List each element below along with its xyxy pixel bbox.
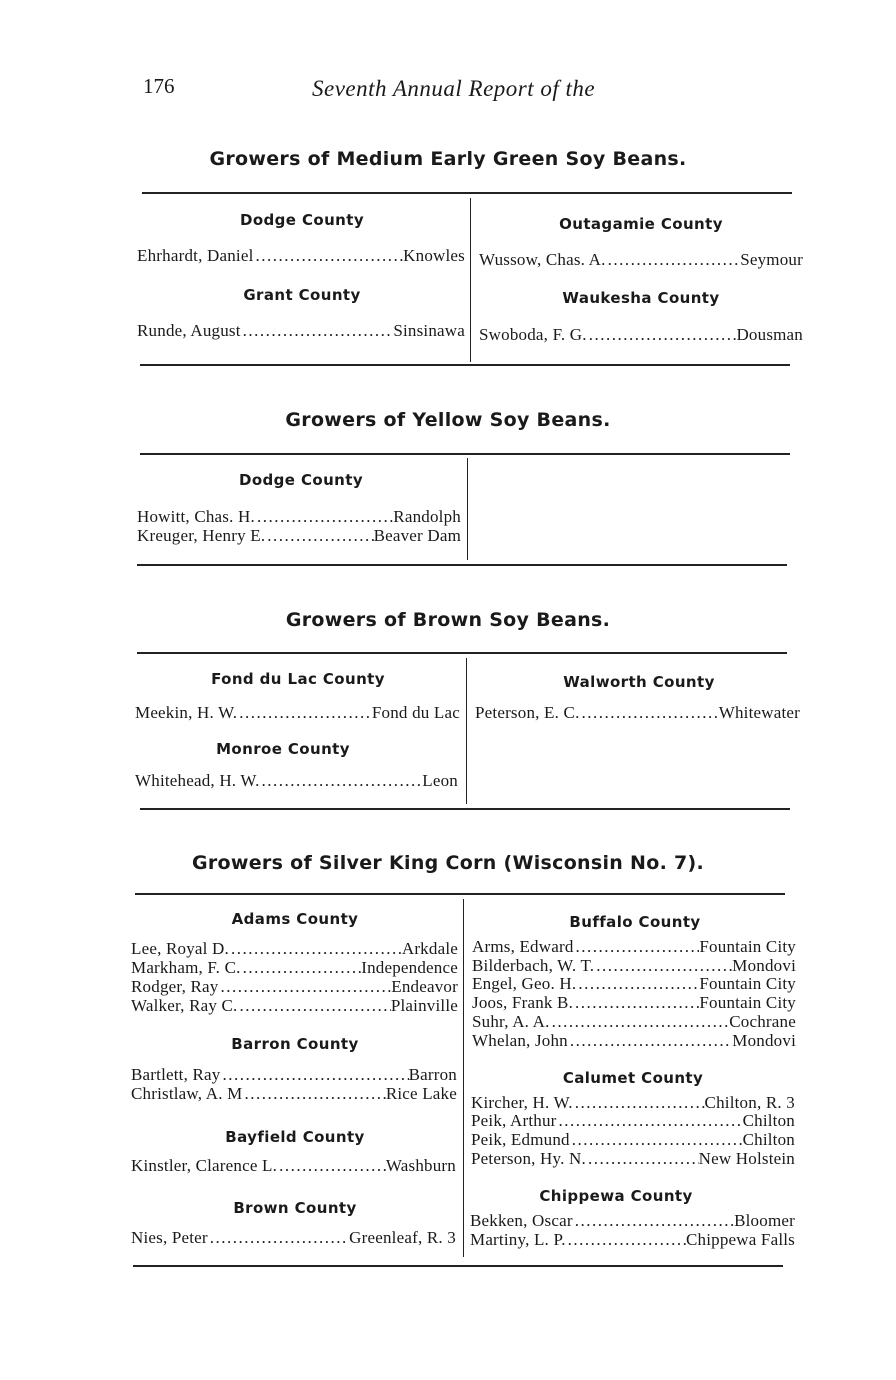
- grower-place: Whitewater: [718, 703, 800, 722]
- top-rule: [140, 453, 790, 455]
- grower-entry: [472, 1012, 796, 1032]
- grower-entry: [131, 996, 458, 1016]
- county-heading: Barron County: [231, 1035, 359, 1053]
- county-heading: Walworth County: [563, 673, 715, 691]
- page-number: 176: [143, 74, 175, 98]
- column-divider: [467, 458, 468, 560]
- grower-name: Bartlett, Ray: [131, 1065, 221, 1084]
- grower-place: Chilton: [742, 1130, 795, 1149]
- running-title: Seventh Annual Report of the: [312, 76, 596, 101]
- grower-entry: [472, 937, 796, 957]
- grower-place: Endeavor: [391, 977, 458, 996]
- grower-name: Runde, August: [137, 321, 241, 340]
- grower-entry: [475, 703, 800, 723]
- grower-place: Fountain City: [699, 993, 796, 1012]
- grower-entry: [471, 1111, 795, 1131]
- grower-entry: [471, 1093, 795, 1113]
- grower-name: Kircher, H. W.: [471, 1093, 573, 1112]
- grower-name: Rodger, Ray: [131, 977, 219, 996]
- grower-place: Chilton: [742, 1111, 795, 1130]
- county-heading: Bayfield County: [225, 1128, 365, 1146]
- grower-name: Peterson, Hy. N.: [471, 1149, 586, 1168]
- grower-name: Wussow, Chas. A.: [479, 250, 606, 269]
- grower-name: Martiny, L. P.: [470, 1230, 566, 1249]
- grower-place: Dousman: [736, 325, 803, 344]
- grower-place: Beaver Dam: [373, 526, 461, 545]
- grower-name: Markham, F. C.: [131, 958, 241, 977]
- grower-entry: [131, 939, 458, 959]
- county-heading: Dodge County: [238, 471, 364, 489]
- grower-entry: [472, 956, 796, 976]
- grower-entry: [472, 993, 796, 1013]
- county-heading: Chippewa County: [539, 1187, 693, 1205]
- grower-entry: [479, 325, 803, 345]
- grower-place: Chilton, R. 3: [704, 1093, 795, 1112]
- grower-name: Peik, Arthur: [471, 1111, 557, 1130]
- bottom-rule: [137, 564, 787, 566]
- grower-entry: [131, 1065, 457, 1085]
- grower-name: Suhr, A. A.: [472, 1012, 550, 1031]
- grower-place: Seymour: [740, 250, 803, 269]
- grower-place: Rice Lake: [385, 1084, 457, 1103]
- grower-place: Knowles: [403, 246, 465, 265]
- grower-entry: [137, 321, 465, 341]
- grower-name: Kinstler, Clarence L.: [131, 1156, 278, 1175]
- bottom-rule: [140, 808, 790, 810]
- section-title: Growers of Silver King Corn (Wisconsin No. 7).: [191, 852, 705, 874]
- section-title: Growers of Yellow Soy Beans.: [285, 409, 611, 431]
- grower-name: Whelan, John: [472, 1031, 568, 1050]
- grower-entry: [137, 246, 465, 266]
- grower-place: Fountain City: [699, 937, 796, 956]
- grower-place: Sinsinawa: [393, 321, 465, 340]
- grower-entry: [137, 507, 461, 527]
- county-heading: Calumet County: [562, 1069, 704, 1087]
- county-heading: Brown County: [233, 1199, 357, 1217]
- grower-entry: [137, 526, 461, 546]
- grower-entry: [131, 1228, 456, 1248]
- grower-name: Nies, Peter: [131, 1228, 208, 1247]
- county-heading: Outagamie County: [559, 215, 723, 233]
- bottom-rule: [133, 1265, 783, 1267]
- grower-name: Kreuger, Henry E.: [137, 526, 266, 545]
- county-heading: Adams County: [231, 910, 359, 928]
- county-heading: Monroe County: [216, 740, 350, 758]
- grower-name: Whitehead, H. W.: [135, 771, 260, 790]
- grower-name: Bekken, Oscar: [470, 1211, 573, 1230]
- grower-place: Randolph: [393, 507, 461, 526]
- running-head: [0, 74, 896, 110]
- grower-name: Christlaw, A. M: [131, 1084, 243, 1103]
- grower-entry: [471, 1130, 795, 1150]
- section-title: Growers of Brown Soy Beans.: [285, 609, 611, 631]
- column-divider: [463, 899, 464, 1257]
- grower-place: Fond du Lac: [371, 703, 460, 722]
- grower-entry: [131, 1084, 457, 1104]
- top-rule: [142, 192, 792, 194]
- column-divider: [466, 658, 467, 804]
- grower-place: Bloomer: [734, 1211, 795, 1230]
- grower-name: Howitt, Chas. H.: [137, 507, 255, 526]
- grower-entry: [131, 977, 458, 997]
- grower-place: Mondovi: [732, 1031, 796, 1050]
- grower-name: Arms, Edward: [472, 937, 574, 956]
- county-heading: Dodge County: [239, 211, 365, 229]
- top-rule: [137, 652, 787, 654]
- bottom-rule: [140, 364, 790, 366]
- grower-entry: [135, 703, 460, 723]
- grower-place: Greenleaf, R. 3: [349, 1228, 456, 1247]
- county-heading: Waukesha County: [562, 289, 720, 307]
- grower-entry: [470, 1230, 795, 1250]
- grower-name: Meekin, H. W.: [135, 703, 238, 722]
- section-title: Growers of Medium Early Green Soy Beans.: [209, 148, 687, 170]
- grower-place: Plainville: [390, 996, 458, 1015]
- grower-name: Swoboda, F. G.: [479, 325, 587, 344]
- grower-entry: [135, 771, 458, 791]
- grower-place: Cochrane: [729, 1012, 796, 1031]
- grower-place: Mondovi: [732, 956, 796, 975]
- grower-name: Bilderbach, W. T.: [472, 956, 595, 975]
- county-heading: Fond du Lac County: [211, 670, 385, 688]
- grower-entry: [479, 250, 803, 270]
- grower-place: Barron: [408, 1065, 457, 1084]
- grower-entry: [131, 1156, 456, 1176]
- grower-place: Leon: [422, 771, 458, 790]
- grower-entry: [131, 958, 458, 978]
- grower-place: Independence: [361, 958, 458, 977]
- grower-name: Lee, Royal D.: [131, 939, 229, 958]
- grower-name: Ehrhardt, Daniel: [137, 246, 254, 265]
- county-heading: Buffalo County: [569, 913, 701, 931]
- grower-entry: [472, 974, 796, 994]
- grower-place: Arkdale: [401, 939, 458, 958]
- grower-name: Joos, Frank B.: [472, 993, 574, 1012]
- grower-name: Engel, Geo. H.: [472, 974, 577, 993]
- grower-place: Washburn: [385, 1156, 456, 1175]
- column-divider: [470, 198, 471, 362]
- grower-entry: [471, 1149, 795, 1169]
- top-rule: [135, 893, 785, 895]
- grower-entry: [472, 1031, 796, 1051]
- grower-name: Peterson, E. C.: [475, 703, 580, 722]
- grower-name: Peik, Edmund: [471, 1130, 570, 1149]
- county-heading: Grant County: [243, 286, 361, 304]
- grower-place: Chippewa Falls: [685, 1230, 795, 1249]
- grower-place: Fountain City: [699, 974, 796, 993]
- grower-entry: [470, 1211, 795, 1231]
- grower-name: Walker, Ray C.: [131, 996, 238, 1015]
- grower-place: New Holstein: [698, 1149, 795, 1168]
